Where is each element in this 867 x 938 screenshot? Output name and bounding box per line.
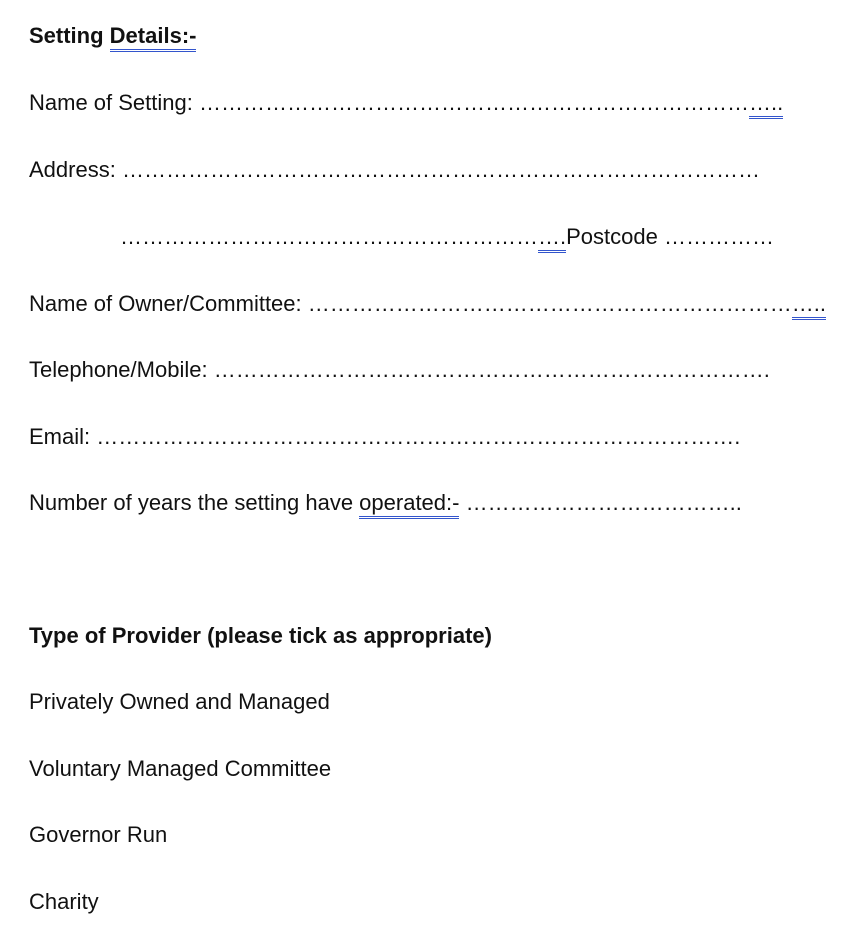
owner-committee-dots: ………………………………………………………… [307,291,792,316]
heading-underlined-text: Details:- [110,23,197,52]
address-label: Address: [29,157,122,182]
setting-details-heading [29,22,196,50]
address-line-2-dots: ………………………………………………… [120,224,538,249]
years-operated-dots: ……………………………….. [459,490,742,515]
provider-option-voluntary-committee[interactable]: Voluntary Managed Committee [29,756,332,781]
years-operated-underlined-label: operated:- [359,490,459,519]
provider-option-charity[interactable]: Charity [29,889,99,914]
email-dots: ……………………………………………………………………………. [96,424,741,449]
owner-committee-dots-end: ….. [792,291,826,320]
name-of-setting-label: Name of Setting: [29,90,199,115]
provider-option-governor-run[interactable]: Governor Run [29,822,168,847]
postcode-label: Postcode [566,224,664,249]
years-operated-field[interactable] [29,489,742,517]
owner-committee-field[interactable] [29,290,826,318]
telephone-mobile-field[interactable] [29,356,770,384]
provider-option-privately-owned[interactable]: Privately Owned and Managed [29,689,330,714]
address-line-2-dots-end: …. [538,224,566,253]
address-field[interactable] [29,156,760,184]
telephone-mobile-dots: …………………………………………………………………. [213,357,770,382]
name-of-setting-field[interactable] [29,89,783,117]
heading-text: Setting [29,23,110,48]
email-label: Email: [29,424,97,449]
name-of-setting-dots: ………………………………………………………………… [198,90,749,115]
owner-committee-label: Name of Owner/Committee: [29,291,308,316]
address-line-2-field[interactable] [120,223,774,251]
name-of-setting-dots-end: ….. [749,90,783,119]
email-field[interactable] [29,423,740,451]
postcode-dots: …………… [663,224,774,249]
address-dots: …………………………………………………………………………… [121,157,760,182]
years-operated-label: Number of years the setting have [29,490,360,515]
provider-type-heading: Type of Provider (please tick as appropriate) [29,623,492,648]
telephone-mobile-label: Telephone/Mobile: [29,357,214,382]
